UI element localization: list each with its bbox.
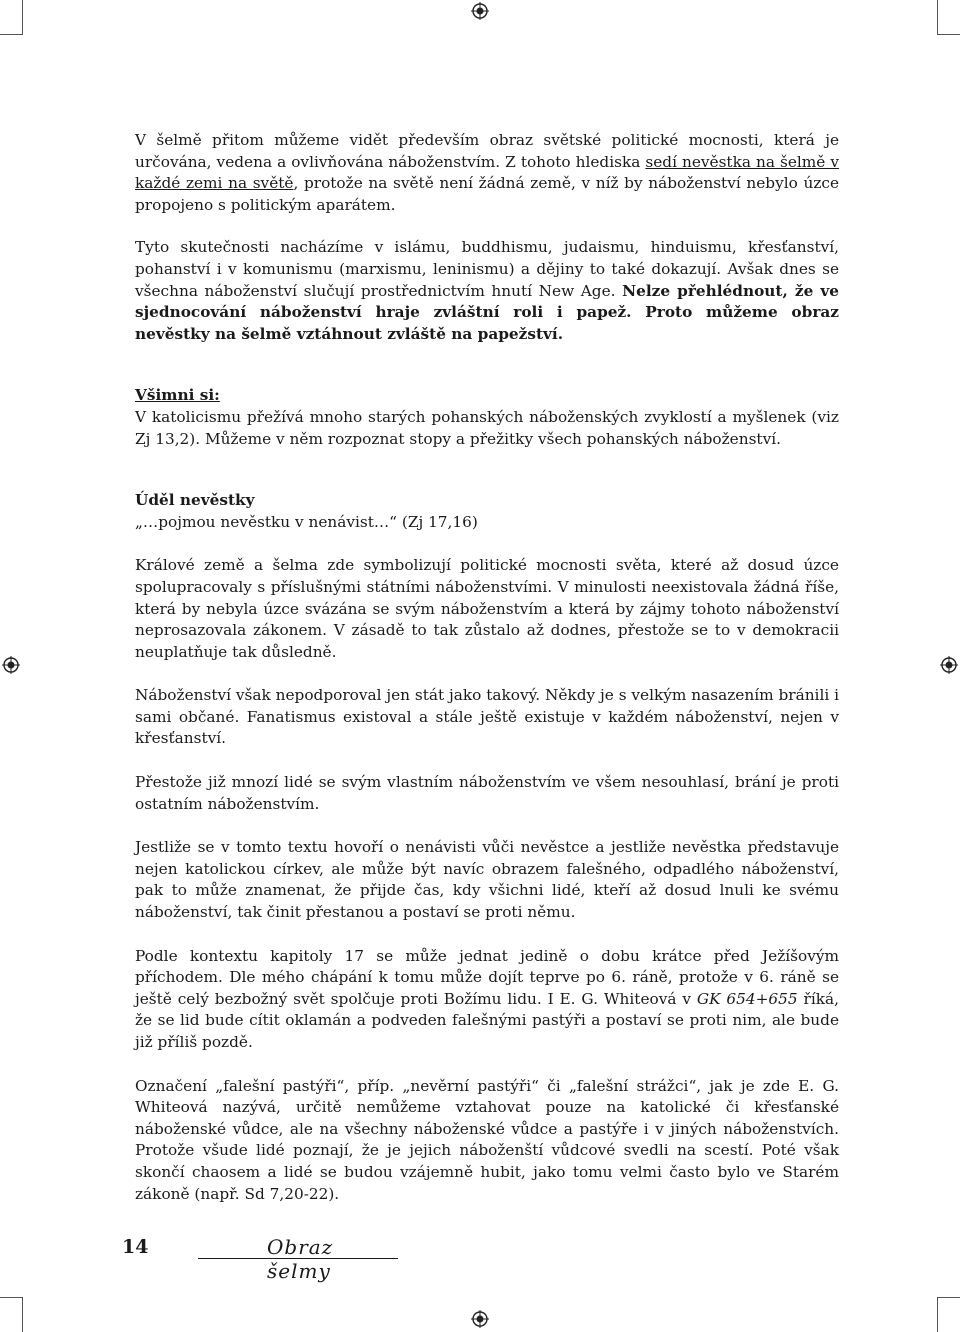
crop-mark-bottom-right	[937, 1297, 960, 1332]
registration-mark-icon	[471, 2, 489, 20]
registration-mark-icon	[2, 656, 20, 674]
paragraph-1	[135, 130, 839, 216]
note-heading: Všimni si:	[135, 386, 220, 405]
paragraph-6: Jestliže se v tomto textu hovoří o nenávisti vůči nevěstce a jestliže nevěstka představuje nejen katolickou církev, ale může být navíc obrazem falešného, odpadlého náboženství, pak to může znamenat, že přijde čas, kdy všichni lidé, kteří až dosud lnuli ke svému náboženství, tak činit přestanou a postaví se proti němu.	[135, 838, 839, 922]
text-span: Tyto skutečnosti nacházíme v islámu, buddhismu, judaismu, hinduismu, křesťanství, pohanství i v komunismu (marxismu, leninismu) a dějiny to také dokazují. Avšak dnes se všechna náboženství slučují prostřednictvím hnutí New Age.	[135, 238, 839, 300]
text-span: , protože na světě není žádná země, v níž by náboženství nebylo úzce propojeno s politickým aparátem.	[135, 174, 839, 214]
crop-mark-bottom-left	[0, 1297, 23, 1332]
paragraph-4: Náboženství však nepodporoval jen stát jako takový. Někdy je s velkým nasazením bránili i sami občané. Fanatismus existoval a stále ještě existuje v každém náboženství, nejen v křesťanství.	[135, 686, 839, 748]
registration-mark-icon	[471, 1310, 489, 1328]
note-text: V katolicismu přežívá mnoho starých pohanských náboženských zvyklostí a myšlenek (viz Zj 13,2). Můžeme v něm rozpoznat stopy a přežitky všech pohanských náboženství.	[135, 407, 839, 448]
scripture-quote: „…pojmou nevěstku v nenávist…“ (Zj 17,16)	[135, 512, 478, 531]
section-heading: Úděl nevěstky	[135, 491, 255, 510]
paragraph-7	[135, 946, 839, 1054]
paragraph-5: Přestože již mnozí lidé se svým vlastním náboženstvím ve všem nesouhlasí, brání je proti ostatním náboženstvím.	[135, 773, 839, 813]
page-footer	[122, 1232, 402, 1283]
paragraph-3: Králové země a šelma zde symbolizují politické mocnosti světa, které až dosud úzce spolupracovaly s příslušnými státními náboženstvími. V minulosti neexistovala žádná říše, která by nebyla úzce svázána se svým náboženstvím a která by zájmy tohoto náboženství neprosazovala zákonem. V zásadě to tak zůstalo až dodnes, přestože se to v demokracii neuplatňuje tak důsledně.	[135, 556, 839, 661]
bold-statement: Nelze přehlédnout, že ve sjednocování náboženství hraje zvláštní roli i papež. Proto můžeme obraz nevěstky na šelmě vztáhnout zvláště na papežství.	[135, 281, 839, 343]
book-title: Obraz šelmy	[267, 1235, 334, 1283]
text-span: říká, že se lid bude cítit oklamán a podveden falešnými pastýři a postaví se proti nim, ale bude již příliš pozdě.	[135, 989, 839, 1051]
note-box	[135, 385, 839, 450]
paragraph-8: Označení „falešní pastýři“, příp. „nevěrní pastýři“ či „falešní strážci“, jak je zde E. G. Whiteová nazývá, určitě nemůžeme vztahovat pouze na katolické či křesťanské náboženské vůdce, ale na všechny náboženské vůdce a pastýře i v jiných náboženstvích. Protože všude lidé poznají, že je jejich náboženští vůdcové svedli na scestí. Poté však skončí chaosem a lidé se budou vzájemně hubit, jako tomu velmi často bylo ve Starém zákoně (např. Sd 7,20-22).	[135, 1076, 839, 1203]
paragraph-2	[135, 237, 839, 345]
page-body	[135, 130, 839, 1205]
page-number: 14	[122, 1236, 149, 1258]
text-span: Podle kontextu kapitoly 17 se může jednat jedině o dobu krátce před Ježíšovým příchodem. Dle mého chápání k tomu může dojít teprve po 6. ráně, protože v 6. ráně se ještě celý bezbožný svět spolčuje proti Božímu lidu. I E. G. Whiteová v	[135, 946, 839, 1008]
crop-mark-top-left	[0, 0, 23, 35]
text-span: V šelmě přitom můžeme vidět především obraz světské politické mocnosti, která je určována, vedena a ovlivňována náboženstvím. Z tohoto hlediska	[135, 131, 839, 171]
underlined-phrase: sedí nevěstka na šelmě v každé zemi na světě	[135, 152, 839, 193]
italic-reference: GK 654+655	[696, 989, 798, 1008]
registration-mark-icon	[940, 656, 958, 674]
crop-mark-top-right	[937, 0, 960, 35]
